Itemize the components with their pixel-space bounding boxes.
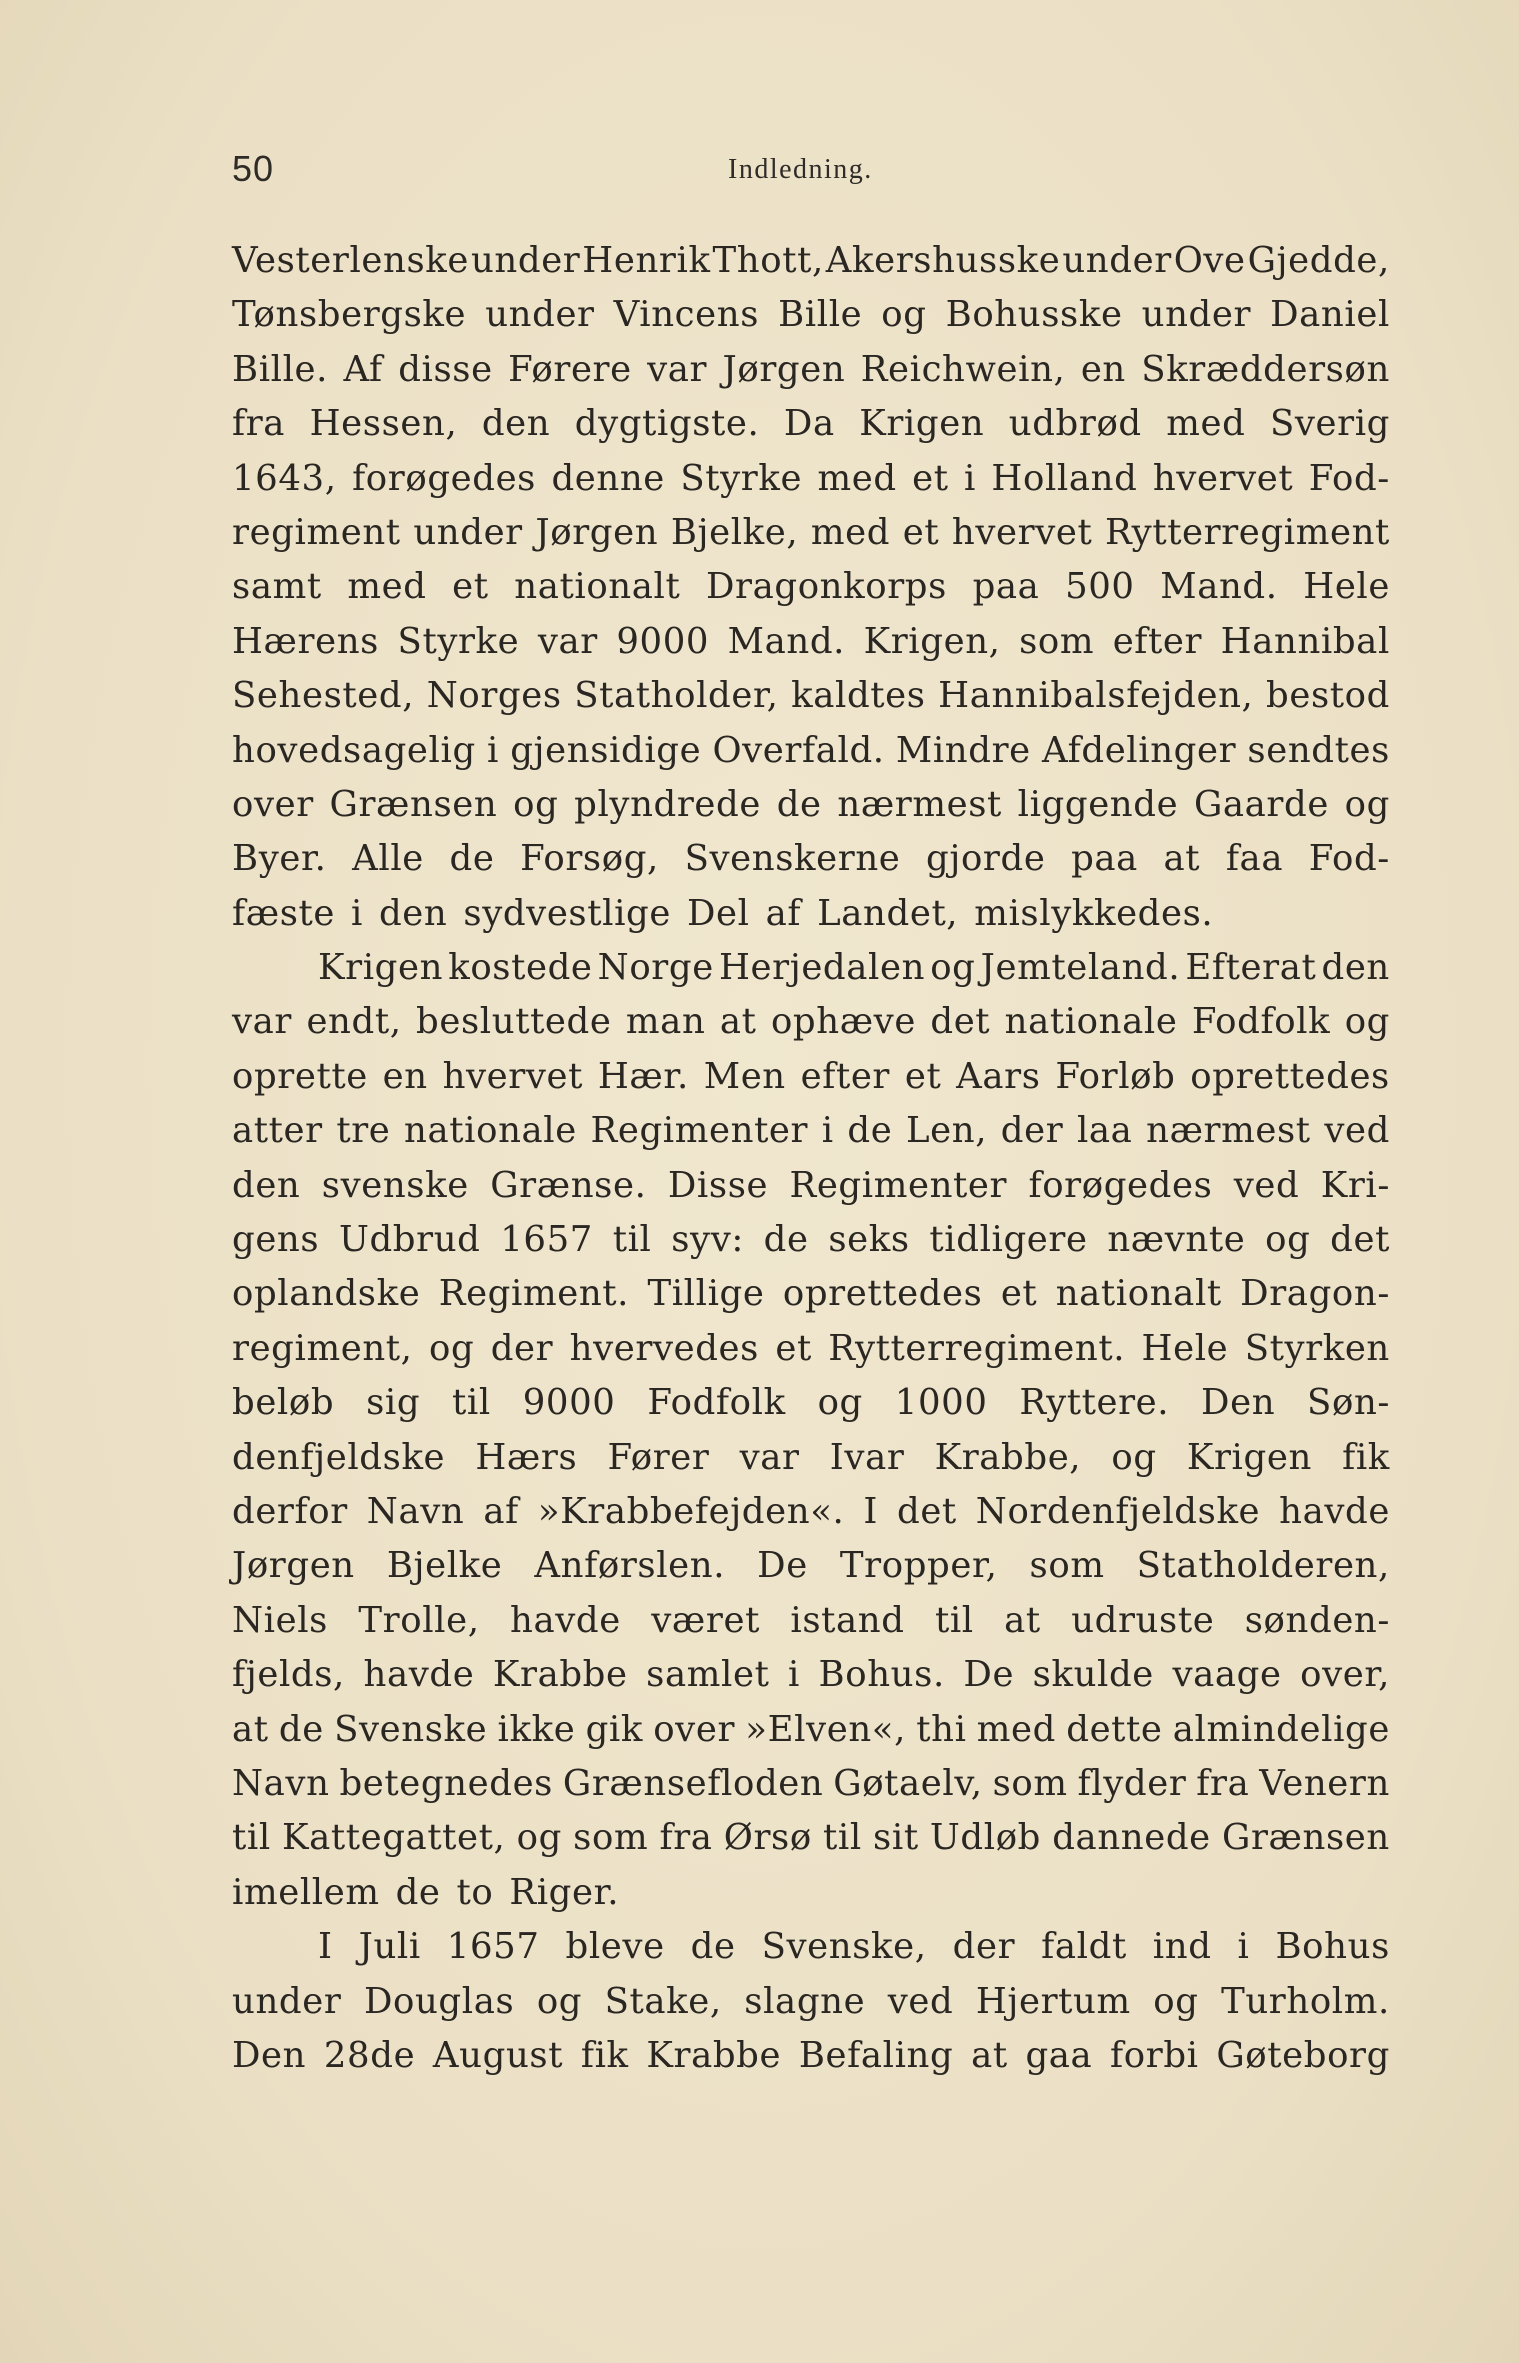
text-line: samt med et nationalt Dragonkorps paa 500 Mand. Hele — [232, 566, 1390, 608]
text-line: oprette en hvervet Hær. Men efter et Aars Forløb oprettedes — [232, 1055, 1390, 1097]
text-line: Bille. Af disse Førere var Jørgen Reichwein, en Skræddersøn — [232, 348, 1390, 390]
text-line: regiment, og der hvervedes et Rytterregiment. Hele Styrken — [232, 1327, 1390, 1369]
text-line: Vesterlenske under Henrik Thott, Akershusske under Ove Gjedde, — [232, 240, 1390, 281]
text-line: Tønsbergske under Vincens Bille og Bohusske under Daniel — [232, 294, 1390, 336]
text-line: hovedsagelig i gjensidige Overfald. Mindre Afdelinger sendtes — [232, 729, 1390, 771]
text-line: fra Hessen, den dygtigste. Da Krigen udbrød med Sverig — [232, 403, 1390, 445]
text-line: den svenske Grænse. Disse Regimenter forøgedes ved Kri- — [232, 1164, 1390, 1206]
text-line: derfor Navn af »Krabbefejden«. I det Nordenfjeldske havde — [232, 1490, 1390, 1532]
text-line: beløb sig til 9000 Fodfolk og 1000 Ryttere. Den Søn- — [232, 1382, 1390, 1424]
text-line: at de Svenske ikke gik over »Elven«, thi med dette almindelige — [232, 1708, 1390, 1750]
body-text — [232, 234, 1390, 2083]
text-line: oplandske Regiment. Tillige oprettedes et nationalt Dragon- — [232, 1273, 1390, 1315]
running-title: Indledning. — [728, 154, 873, 185]
page-number: 50 — [232, 148, 275, 189]
running-head — [232, 148, 1392, 208]
text-line: over Grænsen og plyndrede de nærmest liggende Gaarde og — [232, 783, 1390, 825]
text-line: 1643, forøgedes denne Styrke med et i Holland hvervet Fod- — [232, 457, 1390, 499]
text-line: Sehested, Norges Statholder, kaldtes Hannibalsfejden, bestod — [232, 675, 1390, 717]
text-line: denfjeldske Hærs Fører var Ivar Krabbe, og Krigen fik — [232, 1436, 1390, 1478]
text-line: I Juli 1657 bleve de Svenske, der faldt ind i Bohus — [318, 1926, 1390, 1968]
text-line: Krigen kostede Norge Herjedalen og Jemteland. Efterat den — [318, 947, 1390, 989]
text-line: Niels Trolle, havde været istand til at udruste sønden- — [232, 1599, 1390, 1641]
text-line: regiment under Jørgen Bjelke, med et hvervet Rytterregiment — [232, 511, 1390, 553]
text-line: til Kattegattet, og som fra Ørsø til sit Udløb dannede Grænsen — [232, 1817, 1390, 1859]
text-line: under Douglas og Stake, slagne ved Hjertum og Turholm. — [232, 1980, 1390, 2022]
text-line: fjelds, havde Krabbe samlet i Bohus. De skulde vaage over, — [232, 1654, 1390, 1696]
text-line: var endt, besluttede man at ophæve det nationale Fodfolk og — [232, 1001, 1390, 1043]
text-line: Den 28de August fik Krabbe Befaling at gaa forbi Gøteborg — [232, 2034, 1390, 2076]
text-line: fæste i den sydvestlige Del af Landet, mislykkedes. — [232, 892, 1214, 934]
text-line: gens Udbrud 1657 til syv: de seks tidligere nævnte og det — [232, 1219, 1390, 1261]
text-line: imellem de to Riger. — [232, 1871, 620, 1913]
text-line: Navn betegnedes Grænsefloden Gøtaelv, som flyder fra Venern — [232, 1762, 1390, 1804]
text-line: Jørgen Bjelke Anførslen. De Tropper, som Statholderen, — [232, 1545, 1390, 1587]
text-line: Byer. Alle de Forsøg, Svenskerne gjorde paa at faa Fod- — [232, 838, 1390, 880]
text-line: atter tre nationale Regimenter i de Len, der laa nærmest ved — [232, 1110, 1390, 1152]
text-line: Hærens Styrke var 9000 Mand. Krigen, som efter Hannibal — [232, 620, 1390, 662]
